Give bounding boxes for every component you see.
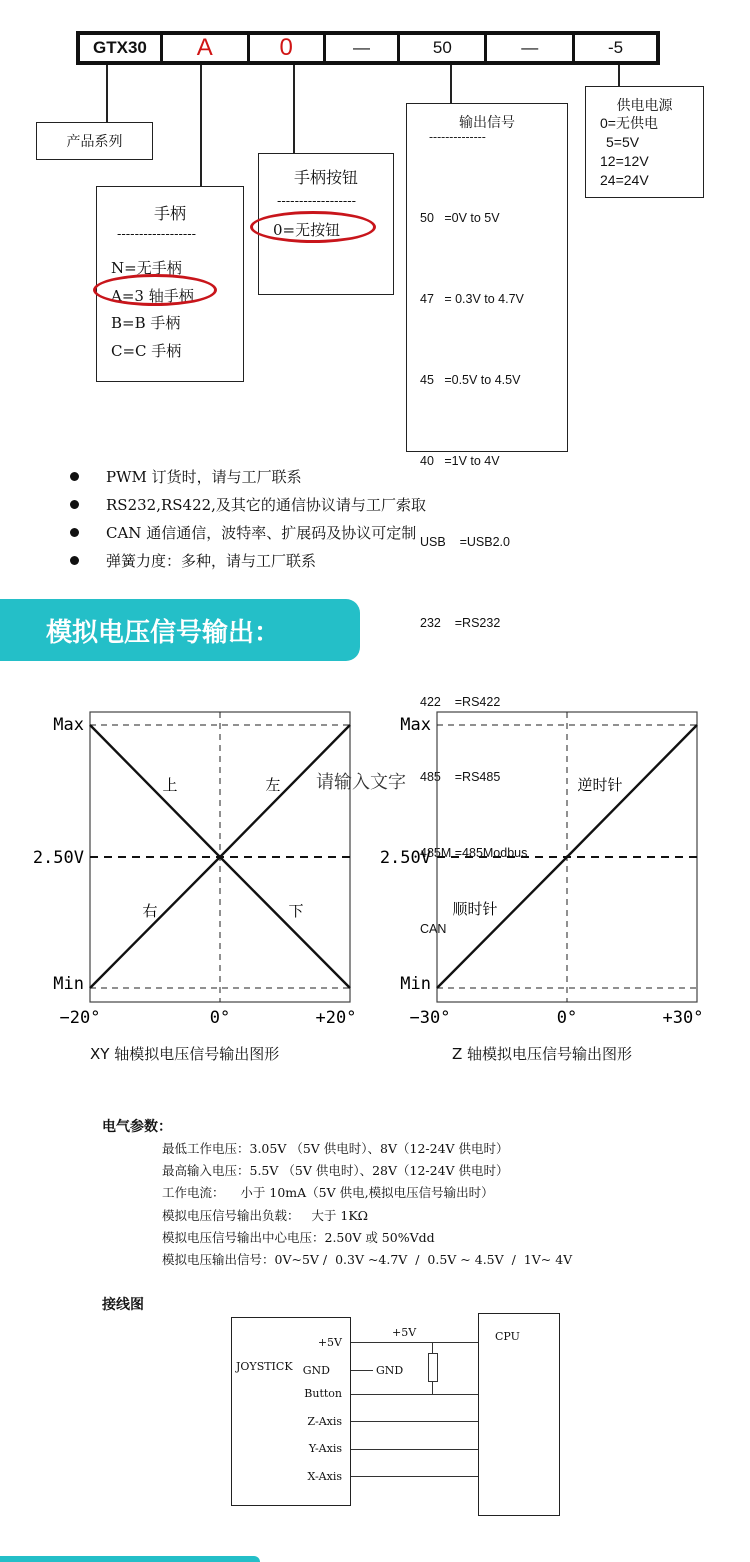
z-ytick-max: Max xyxy=(400,715,431,735)
product-series-box: 产品系列 xyxy=(36,122,153,160)
xy-label-down: 下 xyxy=(288,902,304,920)
joystick-block xyxy=(231,1317,351,1506)
xy-xtick-right: +20° xyxy=(315,1008,357,1028)
connector-series xyxy=(106,65,108,123)
z-xtick-right: +30° xyxy=(662,1008,704,1028)
output-title: 输出信号 xyxy=(459,115,515,131)
button-title: 手柄按钮 xyxy=(293,168,358,187)
output-option: 232 =RS232 xyxy=(420,616,501,630)
power-options xyxy=(600,114,658,190)
handle-option: N=无手柄 xyxy=(111,259,182,277)
output-option: 50 =0V to 5V xyxy=(420,211,500,225)
pin-label: Z-Axis xyxy=(307,1415,342,1428)
wire-5v xyxy=(351,1342,478,1343)
output-option: 40 =1V to 4V xyxy=(420,454,500,468)
pin-label: Y-Axis xyxy=(308,1442,342,1455)
power-option: 0=无供电 xyxy=(600,115,658,131)
power-option: 12=12V xyxy=(600,153,649,169)
wire-gnd-label: GND xyxy=(376,1364,404,1377)
wire-y-axis xyxy=(351,1449,478,1450)
output-divider: -------------- xyxy=(429,130,486,144)
resistor-icon xyxy=(428,1353,438,1382)
output-option: 45 =0.5V to 4.5V xyxy=(420,373,521,387)
code-cell-series: GTX30 xyxy=(80,35,163,61)
cpu-label: CPU xyxy=(495,1330,520,1343)
resistor-lead-bottom xyxy=(432,1381,433,1394)
code-cell-button: 0 xyxy=(250,35,326,61)
z-chart-title: Z 轴模拟电压信号输出图形 xyxy=(452,1045,633,1063)
param-line: 模拟电压输出信号：0V~5V / 0.3V ~4.7V / 0.5V ~ 4.5V / 1V~ 4V xyxy=(162,1252,573,1267)
code-cell-dash-2: — xyxy=(487,35,575,61)
xy-xtick-zero: 0° xyxy=(209,1008,231,1028)
param-line: 工作电流： 小于 10mA（5V 供电,模拟电压信号输出时） xyxy=(162,1185,494,1200)
pin-label: GND xyxy=(302,1364,330,1377)
code-cell-power: -5 xyxy=(608,38,624,57)
handle-option: B=B 手柄 xyxy=(111,314,181,332)
section-banner xyxy=(0,599,360,661)
handle-title: 手柄 xyxy=(153,204,186,223)
pin-label: +5V xyxy=(317,1336,342,1349)
handle-options xyxy=(111,255,194,365)
wire-gnd xyxy=(351,1370,373,1371)
connector-button xyxy=(293,65,295,154)
output-option: CAN xyxy=(420,922,447,936)
wire-z-axis xyxy=(351,1421,478,1422)
bullet-icon xyxy=(70,528,79,537)
button-selected-oval xyxy=(250,211,376,243)
param-line: 模拟电压信号输出负载： 大于 1KΩ xyxy=(162,1208,369,1223)
output-option: 422 =RS422 xyxy=(420,695,501,709)
note-item: PWM 订货时，请与工厂联系 xyxy=(106,468,302,486)
wiring-title: 接线图 xyxy=(102,1297,144,1313)
connector-output xyxy=(450,65,452,103)
xy-chart xyxy=(30,700,370,1030)
power-option: 5=5V xyxy=(606,134,640,150)
note-item: CAN 通信通信，波特率、扩展码及协议可定制 xyxy=(106,524,417,542)
params-title: 电气参数： xyxy=(102,1119,172,1135)
code-cell-handle: A xyxy=(163,35,250,61)
pin-label: X-Axis xyxy=(307,1470,342,1483)
button-option: 0=无按钮 xyxy=(273,221,341,239)
xy-chart-title: XY 轴模拟电压信号输出图形 xyxy=(90,1045,280,1063)
z-xtick-left: −30° xyxy=(409,1008,451,1028)
button-divider: ------------------ xyxy=(277,194,357,209)
note-item: RS232,RS422,及其它的通信协议请与工厂索取 xyxy=(106,496,426,514)
handle-option: C=C 手柄 xyxy=(111,341,182,360)
output-option: 485 =RS485 xyxy=(420,770,501,784)
connector-power xyxy=(618,65,620,86)
connector-handle xyxy=(200,65,202,187)
joystick-label: JOYSTICK xyxy=(236,1360,293,1373)
next-section-banner-edge xyxy=(0,1556,260,1562)
xy-ytick-min: Min xyxy=(53,974,84,994)
bullet-icon xyxy=(70,500,79,509)
wire-button xyxy=(351,1394,478,1395)
cpu-block xyxy=(478,1313,560,1516)
power-option: 24=24V xyxy=(600,172,649,188)
z-ytick-mid: 2.50V xyxy=(379,848,431,868)
pin-label: Button xyxy=(304,1387,342,1400)
code-cell-output: 50 xyxy=(400,35,487,61)
handle-divider: ------------------ xyxy=(117,227,197,242)
z-ytick-min: Min xyxy=(400,974,431,994)
handle-selected-oval xyxy=(93,274,217,306)
model-code-bar xyxy=(76,31,660,65)
power-box xyxy=(585,86,704,198)
code-cell-dash-1: — xyxy=(326,35,401,61)
power-title: 供电电源 xyxy=(616,98,673,114)
section-title: 模拟电压信号输出： xyxy=(46,617,281,648)
param-line: 最低工作电压：3.05V （5V 供电时）、8V（12-24V 供电时） xyxy=(162,1141,509,1156)
z-chart xyxy=(378,700,723,1030)
xy-label-up: 上 xyxy=(162,776,178,794)
wire-5v-label: +5V xyxy=(392,1326,417,1339)
z-label-ccw: 逆时针 xyxy=(577,776,623,794)
z-xtick-zero: 0° xyxy=(556,1008,578,1028)
note-item: 弹簧力度：多种，请与工厂联系 xyxy=(106,552,317,570)
param-line: 最高输入电压：5.5V （5V 供电时）、28V（12-24V 供电时） xyxy=(162,1163,509,1178)
output-option: 47 = 0.3V to 4.7V xyxy=(420,292,524,306)
xy-ytick-max: Max xyxy=(53,715,84,735)
xy-ytick-mid: 2.50V xyxy=(32,848,84,868)
z-label-cw: 顺时针 xyxy=(452,900,498,918)
wire-x-axis xyxy=(351,1476,478,1477)
output-option: USB =USB2.0 xyxy=(420,535,510,549)
xy-xtick-left: −20° xyxy=(59,1008,101,1028)
xy-label-left: 左 xyxy=(265,776,281,794)
placeholder-text[interactable]: 请输入文字 xyxy=(316,772,406,793)
bullet-icon xyxy=(70,556,79,565)
param-line: 模拟电压信号输出中心电压：2.50V 或 50%Vdd xyxy=(162,1230,435,1245)
handle-option: A=3 轴手柄 xyxy=(111,286,194,305)
xy-label-right: 右 xyxy=(142,902,158,920)
output-option: 485M =485Modbus xyxy=(420,846,528,860)
bullet-icon xyxy=(70,472,79,481)
